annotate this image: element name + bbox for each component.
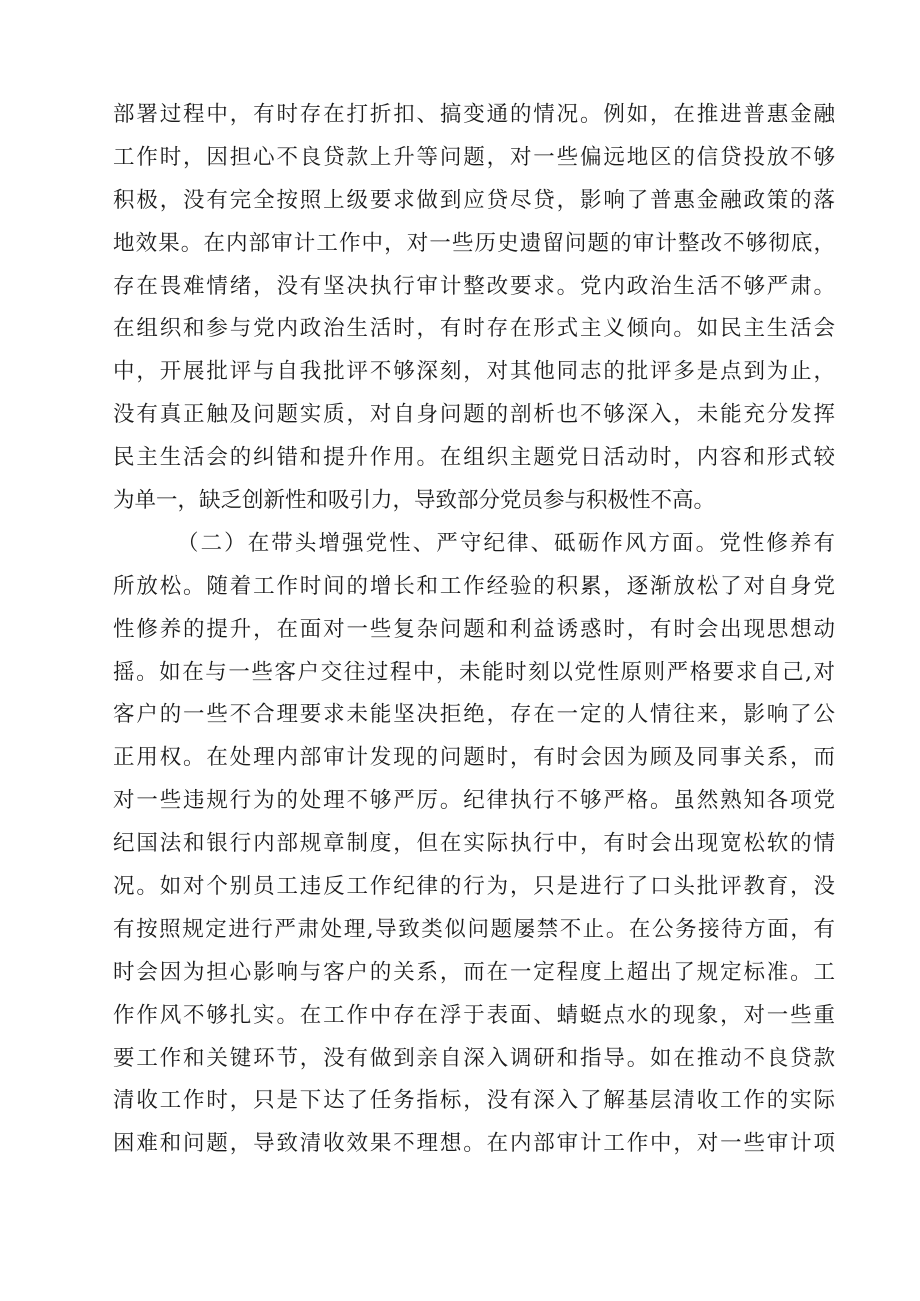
text-line: 摇。如在与一些客户交往过程中，未能时刻以党性原则严格要求自己,对 [113, 659, 835, 685]
text-line: 性修养的提升，在面对一些复杂问题和利益诱惑时，有时会出现思想动 [113, 616, 835, 642]
text-line: 中，开展批评与自我批评不够深刻，对其他同志的批评多是点到为止， [113, 359, 835, 385]
text-line: 清收工作时，只是下达了任务指标，没有深入了解基层清收工作的实际 [113, 1088, 835, 1114]
text-line: 时会因为担心影响与客户的关系，而在一定程度上超出了规定标准。工 [113, 959, 835, 985]
text-line: 况。如对个别员工违反工作纪律的行为，只是进行了口头批评教育，没 [113, 874, 835, 900]
text-line: 正用权。在处理内部审计发现的问题时，有时会因为顾及同事关系，而 [113, 745, 835, 771]
text-line: 要工作和关键环节，没有做到亲自深入调研和指导。如在推动不良贷款 [113, 1045, 835, 1071]
text-line: 作作风不够扎实。在工作中存在浮于表面、蜻蜓点水的现象，对一些重 [113, 1002, 835, 1028]
text-line: 对一些违规行为的处理不够严厉。纪律执行不够严格。虽然熟知各项党 [113, 788, 835, 814]
text-line: 民主生活会的纠错和提升作用。在组织主题党日活动时，内容和形式较 [113, 445, 835, 471]
text-line: 为单一，缺乏创新性和吸引力，导致部分党员参与积极性不高。 [113, 488, 716, 514]
section-heading-line: （二）在带头增强党性、严守纪律、砥砺作风方面。党性修养有 [177, 530, 835, 556]
text-line: 客户的一些不合理要求未能坚决拒绝，存在一定的人情往来，影响了公 [113, 702, 835, 728]
text-line: 纪国法和银行内部规章制度，但在实际执行中，有时会出现宽松软的情 [113, 831, 835, 857]
text-line: 工作时，因担心不良贷款上升等问题，对一些偏远地区的信贷投放不够 [113, 144, 835, 170]
text-line: 积极，没有完全按照上级要求做到应贷尽贷，影响了普惠金融政策的落 [113, 187, 835, 213]
text-line: 有按照规定进行严肃处理,导致类似问题屡禁不止。在公务接待方面，有 [113, 916, 835, 942]
text-line: 部署过程中，有时存在打折扣、搞变通的情况。例如，在推进普惠金融 [113, 102, 835, 127]
text-line: 存在畏难情绪，没有坚决执行审计整改要求。党内政治生活不够严肃。 [113, 273, 835, 299]
body-text [113, 94, 835, 1166]
text-line: 在组织和参与党内政治生活时，有时存在形式主义倾向。如民主生活会 [113, 316, 835, 342]
text-line: 地效果。在内部审计工作中，对一些历史遗留问题的审计整改不够彻底， [113, 230, 835, 256]
text-line: 所放松。随着工作时间的增长和工作经验的积累，逐渐放松了对自身党 [113, 573, 835, 599]
text-line: 困难和问题，导致清收效果不理想。在内部审计工作中，对一些审计项 [113, 1131, 835, 1157]
text-line: 没有真正触及问题实质，对自身问题的剖析也不够深入，未能充分发挥 [113, 402, 835, 428]
